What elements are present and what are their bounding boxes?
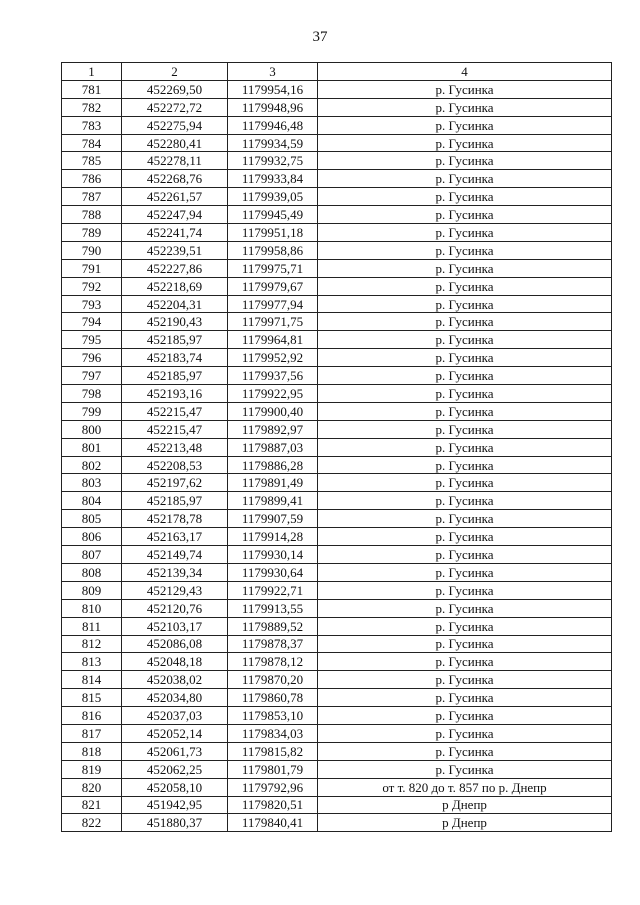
x-coordinate-cell: 452218,69 <box>122 277 228 295</box>
y-coordinate-cell: 1179939,05 <box>228 188 318 206</box>
x-coordinate-cell: 452139,34 <box>122 563 228 581</box>
table-row <box>62 796 612 814</box>
point-number-cell: 785 <box>62 152 122 170</box>
description-cell: р. Гусинка <box>318 510 612 528</box>
y-coordinate-cell: 1179951,18 <box>228 224 318 242</box>
x-coordinate-cell: 452241,74 <box>122 224 228 242</box>
description-cell: р. Гусинка <box>318 116 612 134</box>
coordinates-table <box>61 62 612 832</box>
column-header-description: 4 <box>318 63 612 81</box>
point-number-cell: 799 <box>62 402 122 420</box>
description-cell: р. Гусинка <box>318 98 612 116</box>
x-coordinate-cell: 452275,94 <box>122 116 228 134</box>
table-row <box>62 474 612 492</box>
y-coordinate-cell: 1179914,28 <box>228 528 318 546</box>
x-coordinate-cell: 452129,43 <box>122 581 228 599</box>
description-cell: р. Гусинка <box>318 671 612 689</box>
description-cell: р. Гусинка <box>318 134 612 152</box>
table-row <box>62 581 612 599</box>
x-coordinate-cell: 452215,47 <box>122 420 228 438</box>
table-row <box>62 456 612 474</box>
x-coordinate-cell: 452178,78 <box>122 510 228 528</box>
description-cell: р. Гусинка <box>318 170 612 188</box>
y-coordinate-cell: 1179792,96 <box>228 778 318 796</box>
description-cell: р. Гусинка <box>318 707 612 725</box>
table-row <box>62 671 612 689</box>
point-number-cell: 781 <box>62 80 122 98</box>
table-row <box>62 420 612 438</box>
table-row <box>62 724 612 742</box>
point-number-cell: 816 <box>62 707 122 725</box>
y-coordinate-cell: 1179815,82 <box>228 742 318 760</box>
x-coordinate-cell: 452204,31 <box>122 295 228 313</box>
y-coordinate-cell: 1179958,86 <box>228 241 318 259</box>
table-row <box>62 492 612 510</box>
y-coordinate-cell: 1179853,10 <box>228 707 318 725</box>
x-coordinate-cell: 452280,41 <box>122 134 228 152</box>
table-row <box>62 349 612 367</box>
description-cell: р. Гусинка <box>318 563 612 581</box>
y-coordinate-cell: 1179952,92 <box>228 349 318 367</box>
x-coordinate-cell: 452149,74 <box>122 546 228 564</box>
description-cell: р. Гусинка <box>318 259 612 277</box>
y-coordinate-cell: 1179878,12 <box>228 653 318 671</box>
point-number-cell: 788 <box>62 206 122 224</box>
table-row <box>62 224 612 242</box>
point-number-cell: 793 <box>62 295 122 313</box>
table-row <box>62 385 612 403</box>
y-coordinate-cell: 1179964,81 <box>228 331 318 349</box>
x-coordinate-cell: 452038,02 <box>122 671 228 689</box>
point-number-cell: 812 <box>62 635 122 653</box>
y-coordinate-cell: 1179954,16 <box>228 80 318 98</box>
x-coordinate-cell: 452163,17 <box>122 528 228 546</box>
table-row <box>62 760 612 778</box>
point-number-cell: 789 <box>62 224 122 242</box>
y-coordinate-cell: 1179945,49 <box>228 206 318 224</box>
point-number-cell: 807 <box>62 546 122 564</box>
y-coordinate-cell: 1179900,40 <box>228 402 318 420</box>
point-number-cell: 805 <box>62 510 122 528</box>
table-row <box>62 528 612 546</box>
description-cell: р. Гусинка <box>318 188 612 206</box>
y-coordinate-cell: 1179937,56 <box>228 367 318 385</box>
y-coordinate-cell: 1179975,71 <box>228 259 318 277</box>
point-number-cell: 802 <box>62 456 122 474</box>
description-cell: р. Гусинка <box>318 241 612 259</box>
x-coordinate-cell: 452268,76 <box>122 170 228 188</box>
y-coordinate-cell: 1179834,03 <box>228 724 318 742</box>
table-row <box>62 599 612 617</box>
description-cell: р. Гусинка <box>318 224 612 242</box>
table-row <box>62 80 612 98</box>
y-coordinate-cell: 1179971,75 <box>228 313 318 331</box>
point-number-cell: 806 <box>62 528 122 546</box>
y-coordinate-cell: 1179933,84 <box>228 170 318 188</box>
x-coordinate-cell: 452185,97 <box>122 367 228 385</box>
description-cell: р. Гусинка <box>318 385 612 403</box>
description-cell: р. Гусинка <box>318 724 612 742</box>
description-cell: р. Гусинка <box>318 528 612 546</box>
x-coordinate-cell: 452278,11 <box>122 152 228 170</box>
point-number-cell: 791 <box>62 259 122 277</box>
table-row <box>62 707 612 725</box>
y-coordinate-cell: 1179932,75 <box>228 152 318 170</box>
point-number-cell: 796 <box>62 349 122 367</box>
table-row <box>62 259 612 277</box>
point-number-cell: 795 <box>62 331 122 349</box>
description-cell: р. Гусинка <box>318 331 612 349</box>
table-row <box>62 563 612 581</box>
description-cell: р. Гусинка <box>318 206 612 224</box>
table-row <box>62 98 612 116</box>
x-coordinate-cell: 452183,74 <box>122 349 228 367</box>
table-row <box>62 241 612 259</box>
point-number-cell: 800 <box>62 420 122 438</box>
description-cell: р. Гусинка <box>318 420 612 438</box>
y-coordinate-cell: 1179907,59 <box>228 510 318 528</box>
table-row <box>62 689 612 707</box>
point-number-cell: 798 <box>62 385 122 403</box>
point-number-cell: 817 <box>62 724 122 742</box>
description-cell: р. Гусинка <box>318 152 612 170</box>
y-coordinate-cell: 1179930,14 <box>228 546 318 564</box>
point-number-cell: 782 <box>62 98 122 116</box>
y-coordinate-cell: 1179820,51 <box>228 796 318 814</box>
y-coordinate-cell: 1179840,41 <box>228 814 318 832</box>
y-coordinate-cell: 1179870,20 <box>228 671 318 689</box>
y-coordinate-cell: 1179979,67 <box>228 277 318 295</box>
table-body <box>62 80 612 831</box>
description-cell: р Днепр <box>318 796 612 814</box>
table-row <box>62 402 612 420</box>
description-cell: от т. 820 до т. 857 по р. Днепр <box>318 778 612 796</box>
point-number-cell: 811 <box>62 617 122 635</box>
column-header-y: 3 <box>228 63 318 81</box>
x-coordinate-cell: 452239,51 <box>122 241 228 259</box>
description-cell: р. Гусинка <box>318 742 612 760</box>
table-row <box>62 170 612 188</box>
point-number-cell: 820 <box>62 778 122 796</box>
x-coordinate-cell: 452185,97 <box>122 331 228 349</box>
point-number-cell: 786 <box>62 170 122 188</box>
point-number-cell: 787 <box>62 188 122 206</box>
y-coordinate-cell: 1179922,95 <box>228 385 318 403</box>
point-number-cell: 813 <box>62 653 122 671</box>
x-coordinate-cell: 452058,10 <box>122 778 228 796</box>
point-number-cell: 822 <box>62 814 122 832</box>
point-number-cell: 790 <box>62 241 122 259</box>
x-coordinate-cell: 452261,57 <box>122 188 228 206</box>
point-number-cell: 803 <box>62 474 122 492</box>
y-coordinate-cell: 1179892,97 <box>228 420 318 438</box>
point-number-cell: 819 <box>62 760 122 778</box>
point-number-cell: 804 <box>62 492 122 510</box>
y-coordinate-cell: 1179887,03 <box>228 438 318 456</box>
y-coordinate-cell: 1179948,96 <box>228 98 318 116</box>
point-number-cell: 801 <box>62 438 122 456</box>
table-header-row <box>62 63 612 81</box>
y-coordinate-cell: 1179946,48 <box>228 116 318 134</box>
description-cell: р. Гусинка <box>318 474 612 492</box>
point-number-cell: 818 <box>62 742 122 760</box>
x-coordinate-cell: 452052,14 <box>122 724 228 742</box>
table-row <box>62 134 612 152</box>
description-cell: р. Гусинка <box>318 635 612 653</box>
point-number-cell: 814 <box>62 671 122 689</box>
table-row <box>62 510 612 528</box>
description-cell: р. Гусинка <box>318 689 612 707</box>
point-number-cell: 784 <box>62 134 122 152</box>
table-row <box>62 438 612 456</box>
x-coordinate-cell: 452190,43 <box>122 313 228 331</box>
point-number-cell: 808 <box>62 563 122 581</box>
description-cell: р. Гусинка <box>318 546 612 564</box>
table-row <box>62 814 612 832</box>
table-row <box>62 277 612 295</box>
table-row <box>62 152 612 170</box>
description-cell: р. Гусинка <box>318 313 612 331</box>
y-coordinate-cell: 1179878,37 <box>228 635 318 653</box>
point-number-cell: 792 <box>62 277 122 295</box>
x-coordinate-cell: 452086,08 <box>122 635 228 653</box>
description-cell: р. Гусинка <box>318 367 612 385</box>
y-coordinate-cell: 1179801,79 <box>228 760 318 778</box>
table-row <box>62 778 612 796</box>
x-coordinate-cell: 452272,72 <box>122 98 228 116</box>
page-number: 37 <box>312 29 328 45</box>
description-cell: р. Гусинка <box>318 456 612 474</box>
y-coordinate-cell: 1179891,49 <box>228 474 318 492</box>
column-header-x: 2 <box>122 63 228 81</box>
description-cell: р. Гусинка <box>318 599 612 617</box>
description-cell: р. Гусинка <box>318 80 612 98</box>
description-cell: р. Гусинка <box>318 492 612 510</box>
table-row <box>62 367 612 385</box>
y-coordinate-cell: 1179860,78 <box>228 689 318 707</box>
point-number-cell: 810 <box>62 599 122 617</box>
y-coordinate-cell: 1179913,55 <box>228 599 318 617</box>
table-row <box>62 635 612 653</box>
x-coordinate-cell: 452048,18 <box>122 653 228 671</box>
x-coordinate-cell: 452193,16 <box>122 385 228 403</box>
x-coordinate-cell: 452034,80 <box>122 689 228 707</box>
point-number-cell: 821 <box>62 796 122 814</box>
x-coordinate-cell: 452247,94 <box>122 206 228 224</box>
description-cell: р. Гусинка <box>318 581 612 599</box>
table-row <box>62 331 612 349</box>
description-cell: р. Гусинка <box>318 295 612 313</box>
table-row <box>62 617 612 635</box>
description-cell: р. Гусинка <box>318 349 612 367</box>
x-coordinate-cell: 452269,50 <box>122 80 228 98</box>
x-coordinate-cell: 452103,17 <box>122 617 228 635</box>
x-coordinate-cell: 452061,73 <box>122 742 228 760</box>
table-row <box>62 206 612 224</box>
y-coordinate-cell: 1179889,52 <box>228 617 318 635</box>
description-cell: р. Гусинка <box>318 438 612 456</box>
table-row <box>62 188 612 206</box>
point-number-cell: 797 <box>62 367 122 385</box>
description-cell: р. Гусинка <box>318 653 612 671</box>
x-coordinate-cell: 452185,97 <box>122 492 228 510</box>
point-number-cell: 783 <box>62 116 122 134</box>
x-coordinate-cell: 452037,03 <box>122 707 228 725</box>
x-coordinate-cell: 452197,62 <box>122 474 228 492</box>
x-coordinate-cell: 452120,76 <box>122 599 228 617</box>
x-coordinate-cell: 452208,53 <box>122 456 228 474</box>
description-cell: р. Гусинка <box>318 617 612 635</box>
y-coordinate-cell: 1179922,71 <box>228 581 318 599</box>
point-number-cell: 809 <box>62 581 122 599</box>
table-row <box>62 295 612 313</box>
y-coordinate-cell: 1179899,41 <box>228 492 318 510</box>
y-coordinate-cell: 1179930,64 <box>228 563 318 581</box>
column-header-point: 1 <box>62 63 122 81</box>
table-row <box>62 653 612 671</box>
table-row <box>62 313 612 331</box>
table-row <box>62 742 612 760</box>
x-coordinate-cell: 451942,95 <box>122 796 228 814</box>
table-row <box>62 116 612 134</box>
x-coordinate-cell: 452215,47 <box>122 402 228 420</box>
description-cell: р. Гусинка <box>318 402 612 420</box>
description-cell: р. Гусинка <box>318 760 612 778</box>
description-cell: р. Гусинка <box>318 277 612 295</box>
x-coordinate-cell: 452227,86 <box>122 259 228 277</box>
table-row <box>62 546 612 564</box>
point-number-cell: 794 <box>62 313 122 331</box>
x-coordinate-cell: 451880,37 <box>122 814 228 832</box>
x-coordinate-cell: 452213,48 <box>122 438 228 456</box>
x-coordinate-cell: 452062,25 <box>122 760 228 778</box>
description-cell: р Днепр <box>318 814 612 832</box>
y-coordinate-cell: 1179977,94 <box>228 295 318 313</box>
point-number-cell: 815 <box>62 689 122 707</box>
y-coordinate-cell: 1179934,59 <box>228 134 318 152</box>
y-coordinate-cell: 1179886,28 <box>228 456 318 474</box>
